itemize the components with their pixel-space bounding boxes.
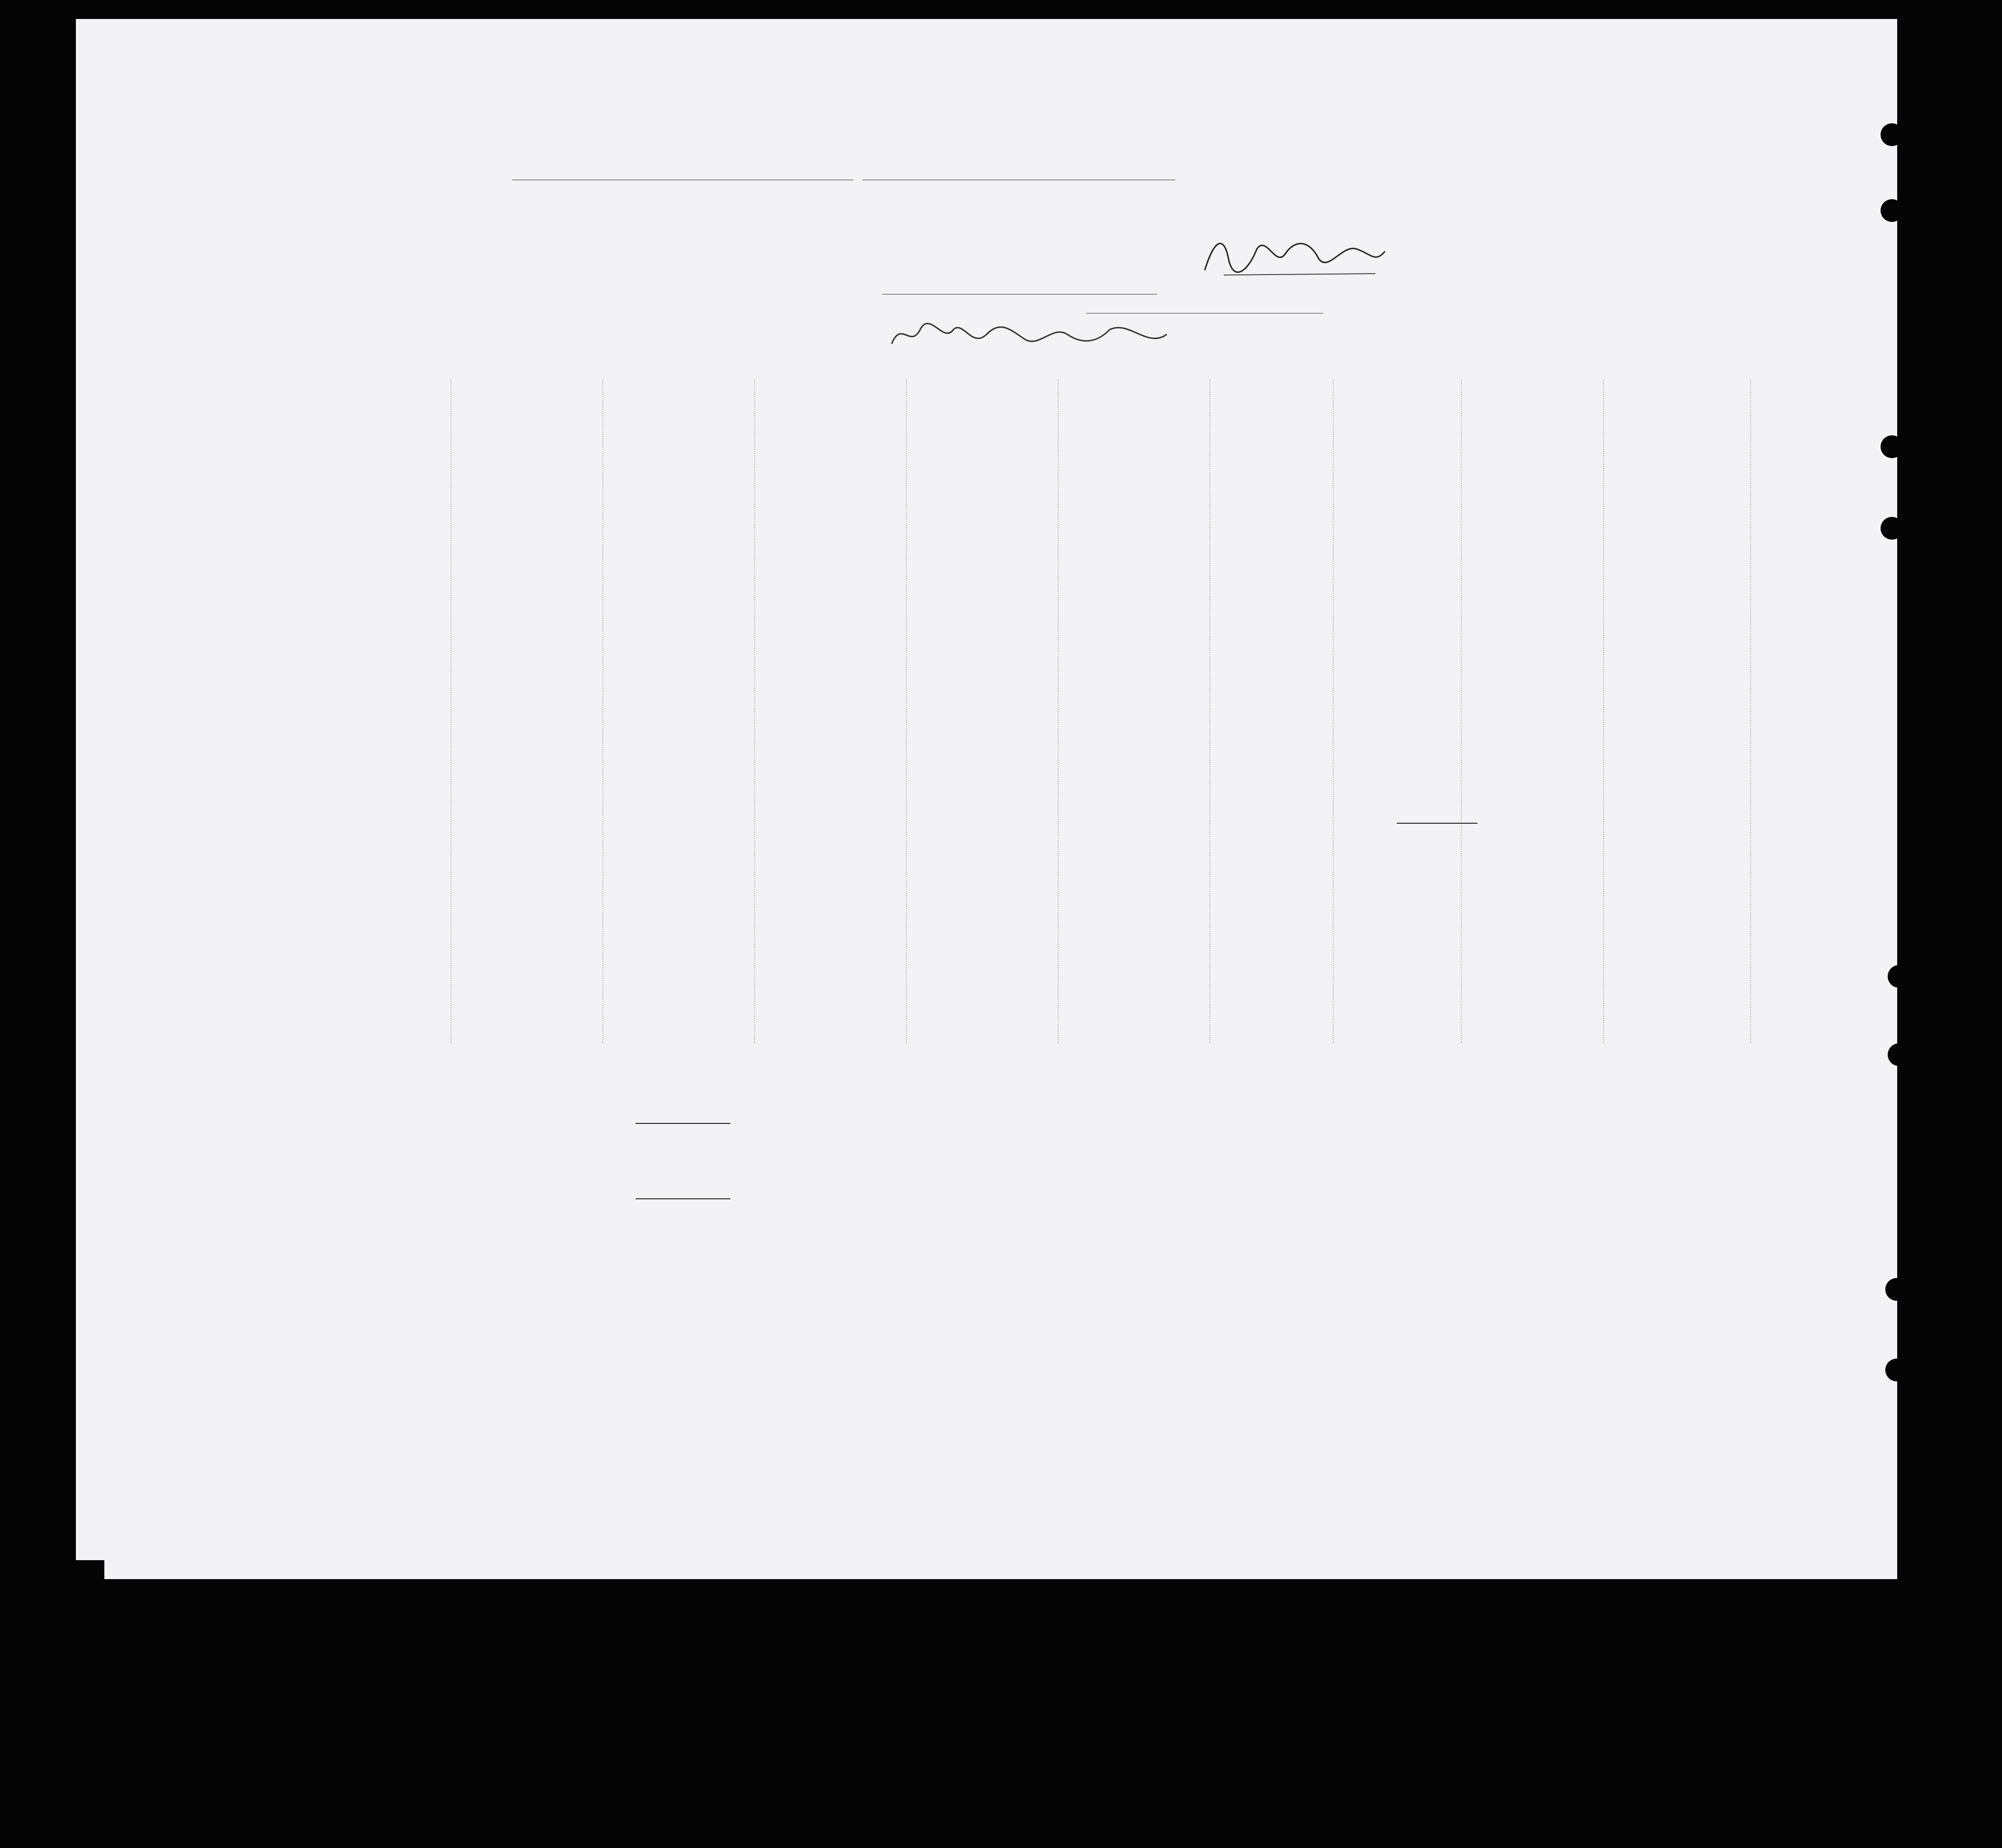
column-guide <box>1603 379 1604 1043</box>
column-guide <box>1058 379 1059 1043</box>
punch-hole <box>1881 123 1903 146</box>
inspector-signature <box>882 315 1205 358</box>
column-guide <box>1461 379 1462 1043</box>
races-divider <box>1397 823 1477 824</box>
punch-hole <box>1881 517 1903 540</box>
affidavit-line1 <box>512 167 1508 184</box>
punch-hole <box>1885 1359 1908 1381</box>
page-corner <box>76 1560 104 1589</box>
punch-hole <box>1881 435 1903 458</box>
column-guide <box>1750 379 1751 1043</box>
column-guide <box>906 379 907 1043</box>
column-guide <box>451 379 452 1043</box>
punch-hole <box>1881 199 1903 222</box>
section-divider <box>636 1123 730 1124</box>
column-guide <box>1209 379 1210 1043</box>
column-guide <box>1333 379 1334 1043</box>
punch-hole <box>1888 965 1910 988</box>
punch-hole <box>1885 1278 1908 1301</box>
punch-hole <box>1888 1043 1910 1066</box>
column-guide <box>602 379 603 1043</box>
document-page <box>76 19 1897 1579</box>
column-guide <box>754 379 755 1043</box>
section-divider <box>636 1198 730 1199</box>
master-signature <box>1195 230 1394 282</box>
